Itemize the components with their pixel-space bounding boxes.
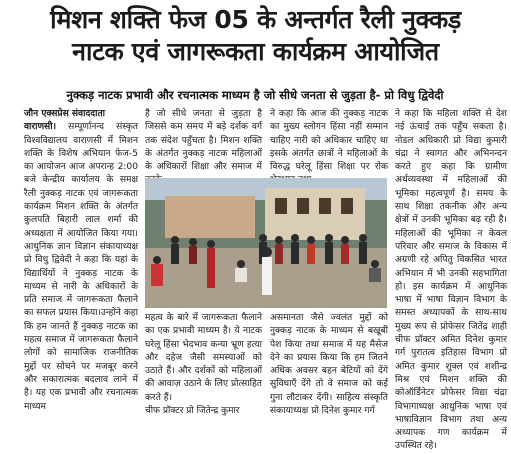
byline: जौन एक्सप्रेस संवाददाता [24,109,105,119]
article-column-3-top [270,108,388,176]
headline [0,4,511,70]
article-text-col3-top: ने कहा कि आज की नुक्कड़ नाटक का मुख्य स्लोगन हिंसा नहीं सम्मान चाहिए नारी को अधिकार चाहिए था इसके अंतर्गत छात्रों ने महिलाओं के विरुद्ध घरेलू हिंसा शिक्षा पर रोक [270,109,388,173]
headline-line-2: नाटक एवं जागरूकता कार्यक्रम आयोजित [72,37,439,66]
article-text-col2-top: है जो सीधे जनता से जुड़ता है जिससे कम समय में बड़े दर्शक वर्ग तक संदेश पहुँचता है। मिशन शक्ति के अंतर्गत नुक्कड़ नाटक महिलाओं के अधिकारों शिक्षा और समाज में [145,109,262,173]
article-column-2-top [145,108,262,176]
article-column-4 [395,108,507,452]
event-photo [145,178,387,308]
article-column-1 [24,108,138,440]
dateline: वाराणसी। [24,122,57,133]
article-column-3-bottom [270,312,388,440]
article-text-col2-bottom: महत्व के बारे में जागरूकता फैलाने का एक प्रभावी माध्यम है। ये नाटक घरेलू हिंसा भेदभाव कन्या भ्रूण हत्या और दहेज जैसी समस्याओं को उठाते हैं। और दर्शकों को महिलाओं की आवाज़ उठाने के लिए प्रोत्साहित करते हैं। [145,313,262,403]
subheadline: नुक्कड़ नाटक प्रभावी और रचनात्मक माध्यम है जो सीधे जनता से जुड़ता है- प्रो विधु द्विवेदी [66,88,444,102]
group-photo-icon [145,178,387,308]
article-text-col3-bottom: असमानता जैसे ज्वलंत मुद्दों को नुक्कड़ नाटक के माध्यम से बखूबी पेश किया तथा समाज में यह मैसेज देने का प्रयास किया कि हम जितने अधिक अवसर बहन बेटियों को देंगे सुविधाएँ देंगे तो वे समाज को कई गुना लौटाकर देंगी। साहित्य संस्कृति संकायाध्यक्ष प्रो दिनेश कुमार गर्ग [270,313,388,417]
article-text-col4: ने कहा कि महिला शक्ति से देश नई ऊंचाई तक पहुँच सकता है। नोडल अधिकारी प्रो विद्या कुमारी चंद्रा ने स्वागत और अभिनन्दन करते हुए कहा कि ग्रामीण अर्थव्यवस्था में महिलाओं की भूमिका महत्वपूर्ण है। समय के साथ शिक्षा तकनीक और अन्य क्षेत्रों में उनकी भूमिका बढ़ रही है। महिलाओं की भूमिका न केवल परिवार और समाज के विकास में अग्रणी रहे अपितु विकसित भारत अभियान में भी उनकी सहभागिता हो। इस कार्यक्रम में आधुनिक भाषा में भाषा विज्ञान विभाग के समस्त अध्यापकों के साथ-साथ मुख्य रूप से प्रोफेसर जितेंद्र शाही चीफ प्रॉक्टर अमित दिनेश कुमार गर्ग पुरातत्व इतिहास विभाग प्रो अमित कुमार शुक्ल एवं शशीन्द्र मिश्र एवं मिशन शक्ति की कोऑर्डिनेटर प्रोफेसर विद्या चंद्रा विभागाध्यक्ष आधुनिक भाषा एवं भाषाविज्ञान विभाग तथा अन्य अध्यापक गण कार्यक्रम में उपस्थित रहे। [395,109,507,452]
article-column-2-bottom [145,312,262,440]
article-credit-col2: चीफ प्रॉक्टर प्रो जितेन्द्र कुमार [145,406,240,417]
article-text-col1: सम्पूर्णानन्द संस्कृत विश्वविद्यालय वाराणसी में मिशन शक्ति के विशेष अभियान फेज-5 का आयोजन आज अपरान्ह 2:00 बजे केन्द्रीय कार्यालय के समक्ष रैली नुक्कड़ नाटक एवं जागरूकता कार्यक्रम मिशन शक्ति के अंतर्गत कुलपति बिहारी लाल शर्मा की अध्यक्षता में आयोजित किया गया। आधुनिक ज्ञान विज्ञान संकायाध्यक्ष प्रो विधु द्विवेदी ने कहा कि यहां के विद्यार्थियों ने नुक्कड़ नाटक के माध्यम से नारी के अधिकारों के प्रति समाज में जागरूकता फैलाने का सफल प्रयास किया।उन्होंने कहा कि हम जानते हैं नुक्कड़ नाटक का महत्व समाज में जागरूकता फैलाने लोगों को सामाजिक राजनीतिक मुद्दों पर सोचने पर मजबूर करने और सकारात्मक बदलाव लाने में है। यह एक प्रभावी और रचनात्मक माध्यम [24,122,138,412]
headline-line-1: मिशन शक्ति फेज 05 के अन्तर्गत रैली नुक्कड़ [50,5,461,34]
